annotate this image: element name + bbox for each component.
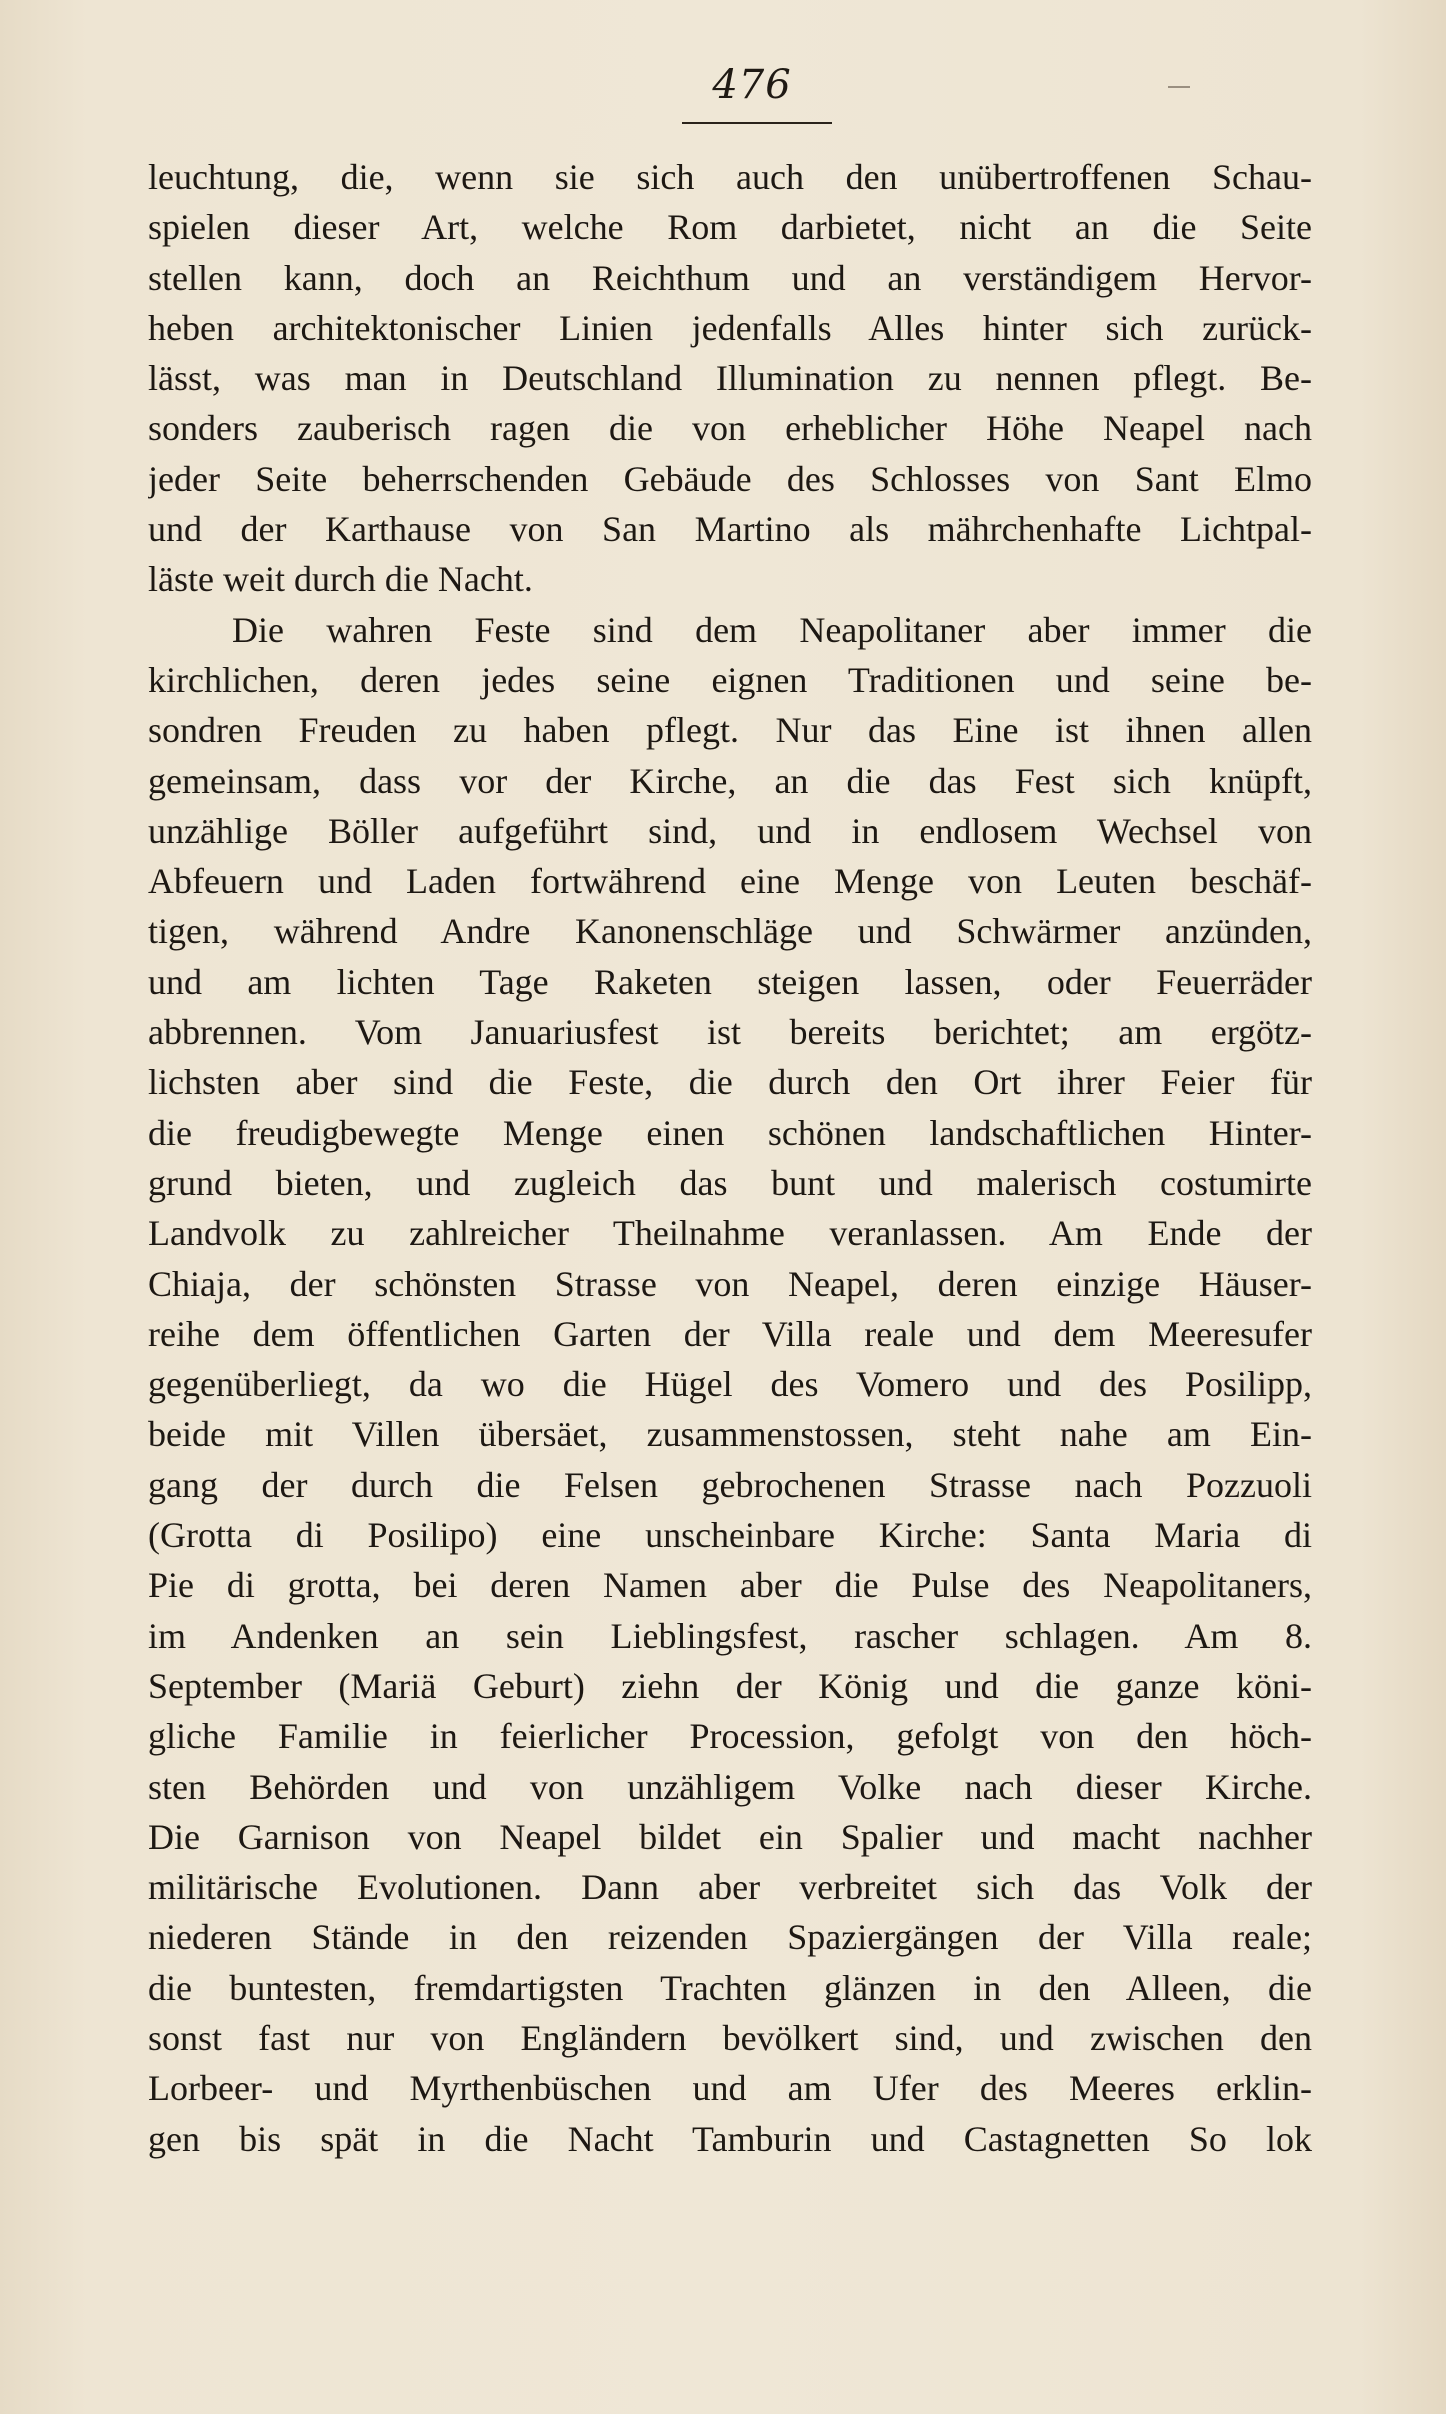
text-line: spielen dieser Art, welche Rom darbietet, nicht an die Seite xyxy=(148,207,1312,248)
text-line: grund bieten, und zugleich das bunt und malerisch costumirte xyxy=(148,1162,1312,1203)
page-number-rule xyxy=(682,122,832,124)
text-line: sondren Freuden zu haben pflegt. Nur das Eine ist ihnen allen xyxy=(148,710,1312,751)
text-line: sonders zauberisch ragen die von erheblicher Höhe Neapel nach xyxy=(148,408,1312,449)
text-line: und der Karthause von San Martino als mährchenhafte Lichtpal- xyxy=(148,509,1312,550)
text-line: Abfeuern und Laden fortwährend eine Menge von Leuten beschäf- xyxy=(148,861,1312,902)
text-line: unzählige Böller aufgeführt sind, und in endlosem Wechsel von xyxy=(148,810,1312,851)
text-line: gang der durch die Felsen gebrochenen Strasse nach Pozzuoli xyxy=(148,1464,1312,1505)
text-line: September (Mariä Geburt) ziehn der König und die ganze köni- xyxy=(148,1665,1312,1706)
text-line: Die Garnison von Neapel bildet ein Spalier und macht nachher xyxy=(148,1816,1312,1857)
body-text xyxy=(148,152,1312,2164)
text-line: jeder Seite beherrschenden Gebäude des Schlosses von Sant Elmo xyxy=(148,458,1312,499)
page-number: 476 xyxy=(712,62,792,108)
text-line: abbrennen. Vom Januariusfest ist bereits berichtet; am ergötz- xyxy=(148,1012,1312,1053)
text-line: sten Behörden und von unzähligem Volke nach dieser Kirche. xyxy=(148,1766,1312,1807)
text-line: stellen kann, doch an Reichthum und an verständigem Hervor- xyxy=(148,257,1312,298)
text-line: die buntesten, fremdartigsten Trachten glänzen in den Alleen, die xyxy=(148,1967,1312,2008)
text-line: und am lichten Tage Raketen steigen lassen, oder Feuerräder xyxy=(148,961,1312,1002)
text-line: gemeinsam, dass vor der Kirche, an die das Fest sich knüpft, xyxy=(148,760,1312,801)
text-line: Chiaja, der schönsten Strasse von Neapel, deren einzige Häuser- xyxy=(148,1263,1312,1304)
text-line: gliche Familie in feierlicher Procession, gefolgt von den höch- xyxy=(148,1716,1312,1757)
text-line: kirchlichen, deren jedes seine eignen Traditionen und seine be- xyxy=(148,659,1312,700)
text-line: reihe dem öffentlichen Garten der Villa reale und dem Meeresufer xyxy=(148,1313,1312,1354)
text-line: lässt, was man in Deutschland Illumination zu nennen pflegt. Be- xyxy=(148,358,1312,399)
paragraph-end-line: läste weit durch die Nacht. xyxy=(148,559,533,600)
text-line: sonst fast nur von Engländern bevölkert sind, und zwischen den xyxy=(148,2017,1312,2058)
text-line: Pie di grotta, bei deren Namen aber die Pulse des Neapolitaners, xyxy=(148,1565,1312,1606)
text-line: im Andenken an sein Lieblingsfest, rascher schlagen. Am 8. xyxy=(148,1615,1312,1656)
text-line: (Grotta di Posilipo) eine unscheinbare Kirche: Santa Maria di xyxy=(148,1515,1312,1556)
margin-mark xyxy=(1168,86,1190,88)
text-line: tigen, während Andre Kanonenschläge und Schwärmer anzünden, xyxy=(148,911,1312,952)
text-line: niederen Stände in den reizenden Spaziergängen der Villa reale; xyxy=(148,1917,1312,1958)
text-line: Landvolk zu zahlreicher Theilnahme veranlassen. Am Ende der xyxy=(148,1213,1312,1254)
text-line: heben architektonischer Linien jedenfalls Alles hinter sich zurück- xyxy=(148,307,1312,348)
text-line: lichsten aber sind die Feste, die durch den Ort ihrer Feier für xyxy=(148,1062,1312,1103)
text-line: leuchtung, die, wenn sie sich auch den unübertroffenen Schau- xyxy=(148,157,1312,197)
text-line: gegenüberliegt, da wo die Hügel des Vomero und des Posilipp, xyxy=(148,1364,1312,1405)
text-line: militärische Evolutionen. Dann aber verbreitet sich das Volk der xyxy=(148,1867,1312,1908)
text-line: die freudigbewegte Menge einen schönen landschaftlichen Hinter- xyxy=(148,1112,1312,1153)
text-line: Lorbeer- und Myrthenbüschen und am Ufer des Meeres erklin- xyxy=(148,2068,1312,2109)
text-line: gen bis spät in die Nacht Tamburin und Castagnetten So lok xyxy=(148,2118,1312,2159)
paragraph-first-line: Die wahren Feste sind dem Neapolitaner aber immer die xyxy=(232,609,1312,650)
text-line: beide mit Villen übersäet, zusammenstossen, steht nahe am Ein- xyxy=(148,1414,1312,1455)
